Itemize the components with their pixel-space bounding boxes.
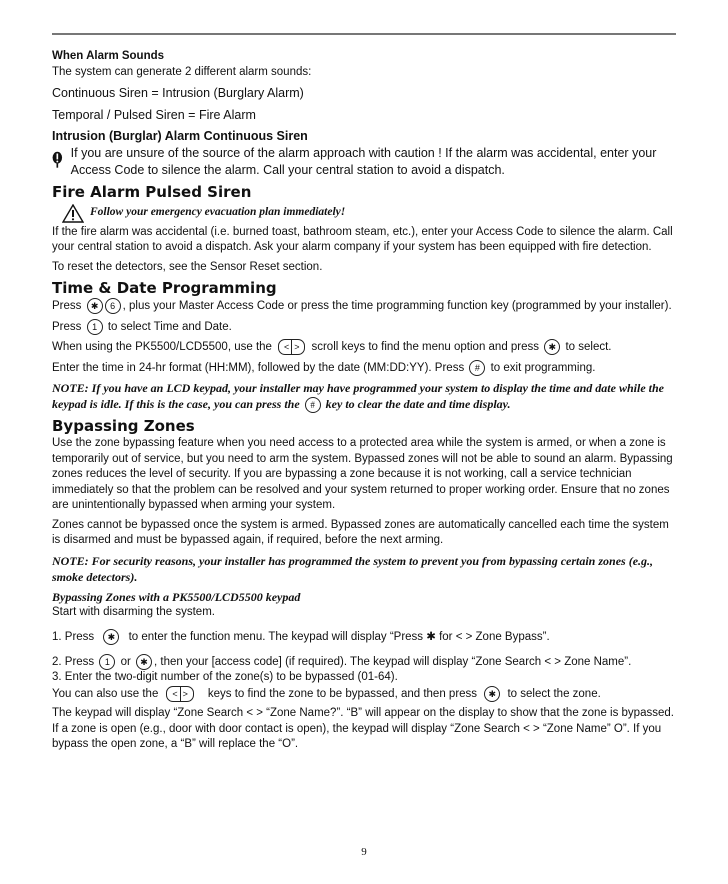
star-key-icon: ✱: [136, 654, 152, 670]
bypass-subheading: Bypassing Zones with a PK5500/LCD5500 keypad: [52, 589, 301, 604]
bypass-step-2-end: , then your [access code] (if required). The keypad will display “Zone Search < > Zone Name”.: [154, 655, 632, 668]
bypass-step-1-end: to enter the function menu. The keypad will display “Press ✱ for < > Zone Bypass”.: [128, 631, 550, 644]
bypass-step-3: 3. Enter the two-digit number of the zone(s) to be bypassed (01-64).: [52, 671, 398, 684]
bypass-step-2-start: 2. Press: [52, 655, 95, 668]
warning-triangle-icon: [62, 204, 84, 223]
time-date-heading: Time & Date Programming: [52, 279, 277, 297]
fire-paragraph: If the fire alarm was accidental (i.e. burned toast, bathroom steam, etc.), enter your Access Code to silence the alarm. Call your central station to avoid a dispatch. Ask your alarm company if your system has been equipped with fire detection.: [52, 225, 673, 253]
intrusion-warning-text: If you are unsure of the source of the alarm approach with caution ! If the alarm was accidental, enter your Access Code to silence the alarm. Call your central station to avoid a dispatch.: [70, 145, 657, 177]
time-date-para2: [52, 319, 676, 336]
intrusion-warning: [52, 145, 676, 179]
manual-page: [52, 49, 676, 753]
bypass-scroll-line: [52, 686, 676, 703]
time-date-para4-start: Enter the time in 24-hr format (HH:MM), followed by the date (MM:DD:YY). Press: [52, 361, 465, 374]
continuous-siren-line: Continuous Siren = Intrusion (Burglary Alarm): [52, 86, 304, 100]
time-date-note-end: key to clear the date and time display.: [325, 397, 511, 412]
bypassing-zones-heading: Bypassing Zones: [52, 417, 195, 436]
time-date-para4: [52, 360, 676, 377]
scroll-right-key: >: [182, 688, 188, 699]
scroll-right-key: >: [294, 342, 300, 353]
time-date-para1: [52, 298, 676, 315]
time-date-para3-start: When using the PK5500/LCD5500, use the: [52, 341, 272, 354]
when-alarm-sounds-heading: When Alarm Sounds: [52, 50, 165, 62]
six-key-icon: 6: [105, 298, 121, 314]
star-key-icon: ✱: [544, 339, 560, 355]
bypass-paragraph-1: Use the zone bypassing feature when you need access to a protected area while the system is armed, or when a zone is temporarily out of service, but you need to arm the system. Bypassed zones will not be able to sound an alarm. Bypassing zones reduces the level of security. If you are bypassing a zone because it is not working, call a service technician immediately so that the problem can be resolved and your system returned to proper working order. Ensure that no zones are unintentionally bypassed when arming your system.: [52, 437, 673, 512]
time-date-para1-start: Press: [52, 300, 82, 313]
time-date-para3: [52, 339, 676, 356]
bypass-step-1: [52, 629, 676, 646]
bypass-step-1-start: 1. Press: [52, 631, 95, 644]
fire-caution: [62, 204, 676, 223]
bypass-note: NOTE: For security reasons, your installer has programmed the system to prevent you from bypassing certain zones (e.g., smoke detectors).: [52, 553, 654, 584]
time-date-para1-end: , plus your Master Access Code or press the time programming function key (programmed by your installer).: [122, 300, 672, 313]
scroll-left-key: <: [170, 687, 180, 701]
bypass-paragraph-2: Zones cannot be bypassed once the system is armed. Bypassed zones are automatically cancelled each time the system is disarmed and must be bypassed again, if required, before the next arming.: [52, 518, 669, 547]
scroll-left-key: <: [282, 340, 292, 354]
fire-alarm-heading: Fire Alarm Pulsed Siren: [52, 182, 252, 201]
fire-reset-paragraph: To reset the detectors, see the Sensor Reset section.: [52, 260, 323, 273]
bypass-paragraph-3: The keypad will display “Zone Search < > “Zone Name?”. “B” will appear on the display to show that the zone is bypassed. If a zone is open (e.g., door with door contact is open), the keypad will display “Zone Search < > “Zone Name” O”. If you bypass the open zone, a “B” will replace the “O”.: [52, 707, 674, 751]
temporal-siren-line: Temporal / Pulsed Siren = Fire Alarm: [52, 107, 256, 122]
scroll-keys-icon: [166, 686, 194, 702]
star-key-icon: ✱: [484, 686, 500, 702]
bypass-step-2: [52, 654, 676, 671]
time-date-note: [52, 380, 676, 413]
one-key-icon: 1: [87, 319, 103, 335]
fire-caution-text: Follow your emergency evacuation plan immediately!: [90, 206, 346, 219]
bypass-scroll-mid: keys to find the zone to be bypassed, and then press: [207, 687, 478, 700]
bypass-scroll-end: to select the zone.: [507, 687, 601, 700]
time-date-para3-end: to select.: [565, 341, 612, 354]
time-date-para3-mid: scroll keys to find the menu option and press: [311, 341, 540, 354]
time-date-para2-end: to select Time and Date.: [107, 320, 232, 333]
page-number: 9: [361, 846, 367, 858]
scroll-keys-icon: [278, 339, 306, 355]
hash-key-icon: #: [305, 397, 321, 413]
alarm-sounds-intro: The system can generate 2 different alarm sounds:: [52, 65, 312, 78]
star-key-icon: ✱: [103, 629, 119, 645]
exclamation-icon: [52, 145, 63, 175]
bypass-step-2-or: or: [120, 655, 131, 668]
intrusion-heading: Intrusion (Burglar) Alarm Continuous Siren: [52, 129, 308, 143]
time-date-para4-end: to exit programming.: [490, 361, 596, 374]
one-key-icon: 1: [99, 654, 115, 670]
star-key-icon: ✱: [87, 298, 103, 314]
hash-key-icon: #: [469, 360, 485, 376]
time-date-note-start: NOTE: If you have an LCD keypad, your installer may have programmed your system to display the time and date while the keypad is idle. If this is the case, you can press the: [52, 381, 664, 412]
time-date-para2-start: Press: [52, 320, 82, 333]
bypass-start: Start with disarming the system.: [52, 605, 215, 618]
header-rule: [52, 33, 676, 35]
bypass-scroll-start: You can also use the: [52, 687, 159, 700]
